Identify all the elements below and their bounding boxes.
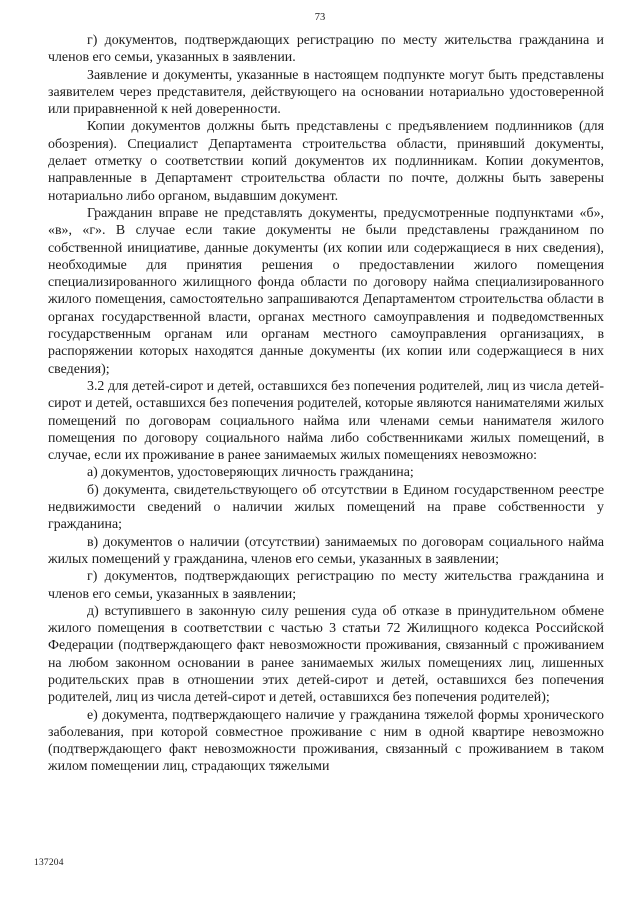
paragraph-item-g-registration: г) документов, подтверждающих регистрацию по месту жительства гражданина и членов его семьи, указанных в заявлении. [48, 33, 604, 66]
page-number: 73 [314, 12, 326, 23]
paragraph-representative: Заявление и документы, указанные в настоящем подпункте могут быть представлены заявителем через представителя, действующего на основании нотариально удостоверенной или приравненной к ней доверенности. [48, 67, 604, 118]
footer-document-code: 137204 [34, 858, 64, 868]
paragraph-item-v: в) документов о наличии (отсутствии) занимаемых по договорам социального найма жилых помещений у гражданина, членов его семьи, указанных в заявлении; [48, 534, 604, 567]
paragraph-item-e: е) документа, подтверждающего наличие у гражданина тяжелой формы хронического заболевания, при которой совместное проживание с ним в одной квартире невозможно (подтверждающего факт невозможности проживания, связанный с проживанием в таком жилом помещении лиц, страдающих тяжелыми [48, 707, 604, 775]
paragraph-copies: Копии документов должны быть представлены с предъявлением подлинников (для обозрения). Специалист Департамента строительства области, принявший документы, делает отметку о соответствии копий документов их подлинникам. Копии документов, направленные в Департамент строительства области по почте, должны быть заверены нотариально либо органом, выдавшим документ. [48, 119, 604, 204]
paragraph-item-d: д) вступившего в законную силу решения суда об отказе в принудительном обмене жилого помещения в соответствии с частью 3 статьи 72 Жилищного кодекса Российской Федерации (подтверждающего факт невозможности проживания, связанный с проживанием на любом законном основании в ранее занимаемых жилых помещениях лиц, лишенных родительских прав в отношении этих детей-сирот и детей, оставшихся без попечения родителей, лиц из числа детей-сирот и детей, оставшихся без попечения родителей); [48, 603, 604, 706]
paragraph-item-a: а) документов, удостоверяющих личность гражданина; [87, 465, 414, 481]
paragraph-citizen-rights: Гражданин вправе не представлять документы, предусмотренные подпунктами «б», «в», «г». В случае если такие документы не были представлены гражданином по собственной инициативе, данные документы (их копии или содержащиеся в них сведения), необходимые для принятия решения о предоставлении жилого помещения специализированного жилищного фонда области по договору найма специализированного жилого помещения, самостоятельно запрашиваются Департаментом строительства области в органах государственной власти, органах местного самоуправления и подведомственных государственным органам или органам местного самоуправления организациях, в распоряжении которых находятся данные документы (их копии или содержащиеся в них сведения); [48, 205, 604, 377]
paragraph-section-3-2: 3.2 для детей-сирот и детей, оставшихся без попечения родителей, лиц из числа детей-сирот и детей, оставшихся без попечения родителей, которые являются нанимателями жилых помещений по договорам социального найма или членами семьи нанимателя жилого помещения по договору социального найма либо собственниками жилых помещений, в случае, если их проживание в ранее занимаемых жилых помещениях невозможно: [48, 378, 604, 464]
paragraph-item-b: б) документа, свидетельствующего об отсутствии в Едином государственном реестре недвижимости сведений о наличии жилых помещений на праве собственности у гражданина; [48, 482, 604, 533]
document-body [48, 32, 604, 776]
paragraph-item-g: г) документов, подтверждающих регистрацию по месту жительства гражданина и членов его семьи, указанных в заявлении; [48, 569, 604, 602]
